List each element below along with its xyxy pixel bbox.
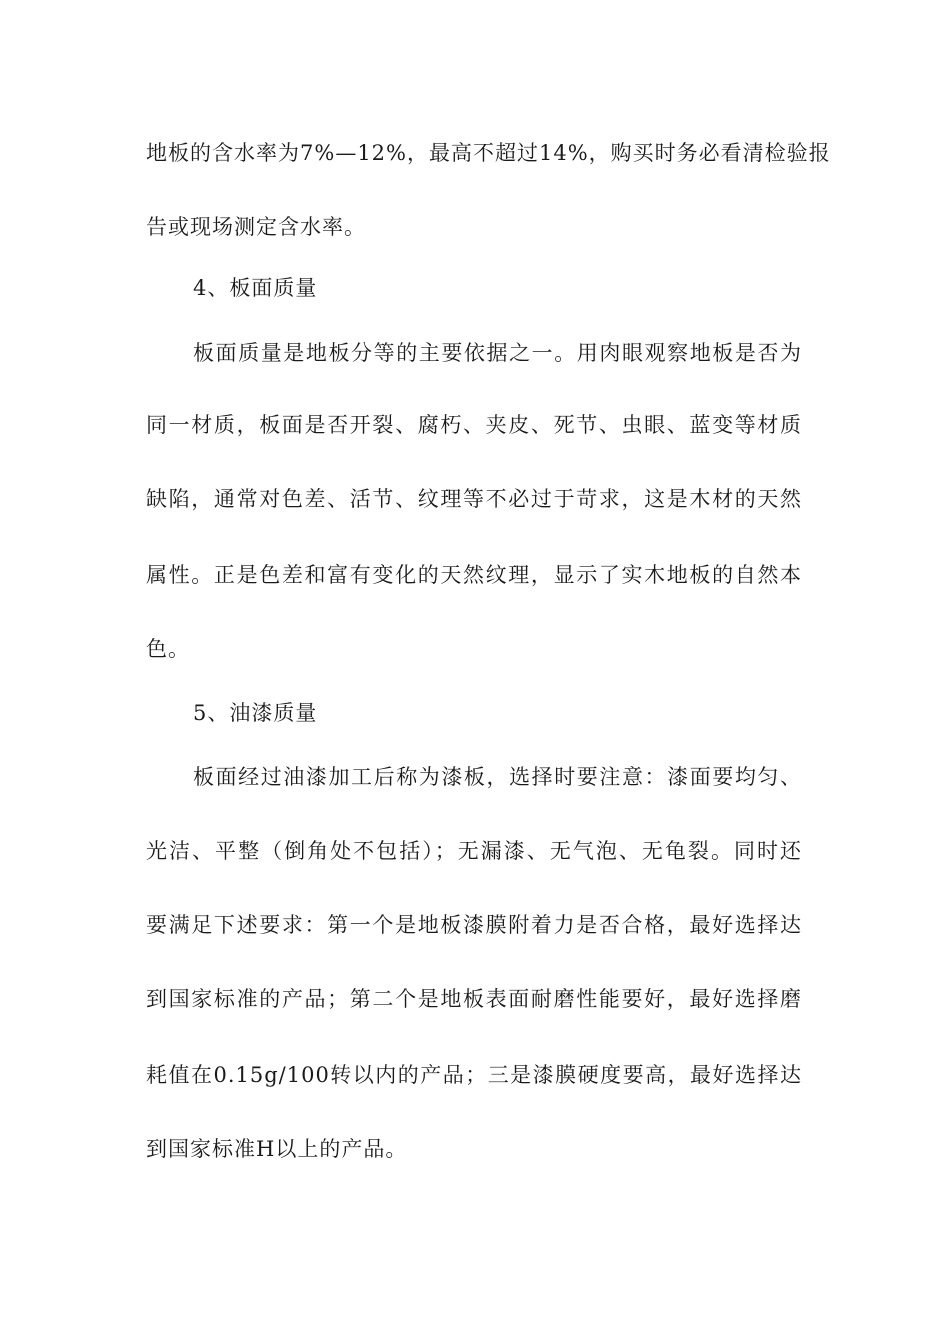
paragraph-line-4: 同一材质，板面是否开裂、腐朽、夹皮、死节、虫眼、蓝变等材质 xyxy=(146,413,802,437)
paragraph-line-9: 光洁、平整（倒角处不包括）；无漏漆、无气泡、无龟裂。同时还 xyxy=(146,839,802,863)
paragraph-line-8: 板面经过油漆加工后称为漆板，选择时要注意：漆面要均匀、 xyxy=(193,765,802,789)
paragraph-line-7: 色。 xyxy=(146,637,190,661)
paragraph-line-1: 地板的含水率为7%—12%，最高不超过14%，购买时务必看清检验报 xyxy=(146,141,831,165)
paragraph-line-12: 耗值在0.15g/100转以内的产品；三是漆膜硬度要高，最好选择达 xyxy=(146,1063,802,1087)
paragraph-line-2: 告或现场测定含水率。 xyxy=(146,215,366,239)
paragraph-line-5: 缺陷，通常对色差、活节、纹理等不必过于苛求，这是木材的天然 xyxy=(146,487,802,511)
paragraph-line-10: 要满足下述要求：第一个是地板漆膜附着力是否合格，最好选择达 xyxy=(146,913,802,937)
section-heading-paint-quality: 5、油漆质量 xyxy=(193,701,318,725)
paragraph-line-3: 板面质量是地板分等的主要依据之一。用肉眼观察地板是否为 xyxy=(193,341,802,365)
paragraph-line-13: 到国家标准H以上的产品。 xyxy=(146,1137,408,1161)
section-heading-board-surface: 4、板面质量 xyxy=(193,276,318,300)
paragraph-line-11: 到国家标准的产品；第二个是地板表面耐磨性能要好，最好选择磨 xyxy=(146,987,802,1011)
paragraph-line-6: 属性。正是色差和富有变化的天然纹理，显示了实木地板的自然本 xyxy=(146,563,802,587)
